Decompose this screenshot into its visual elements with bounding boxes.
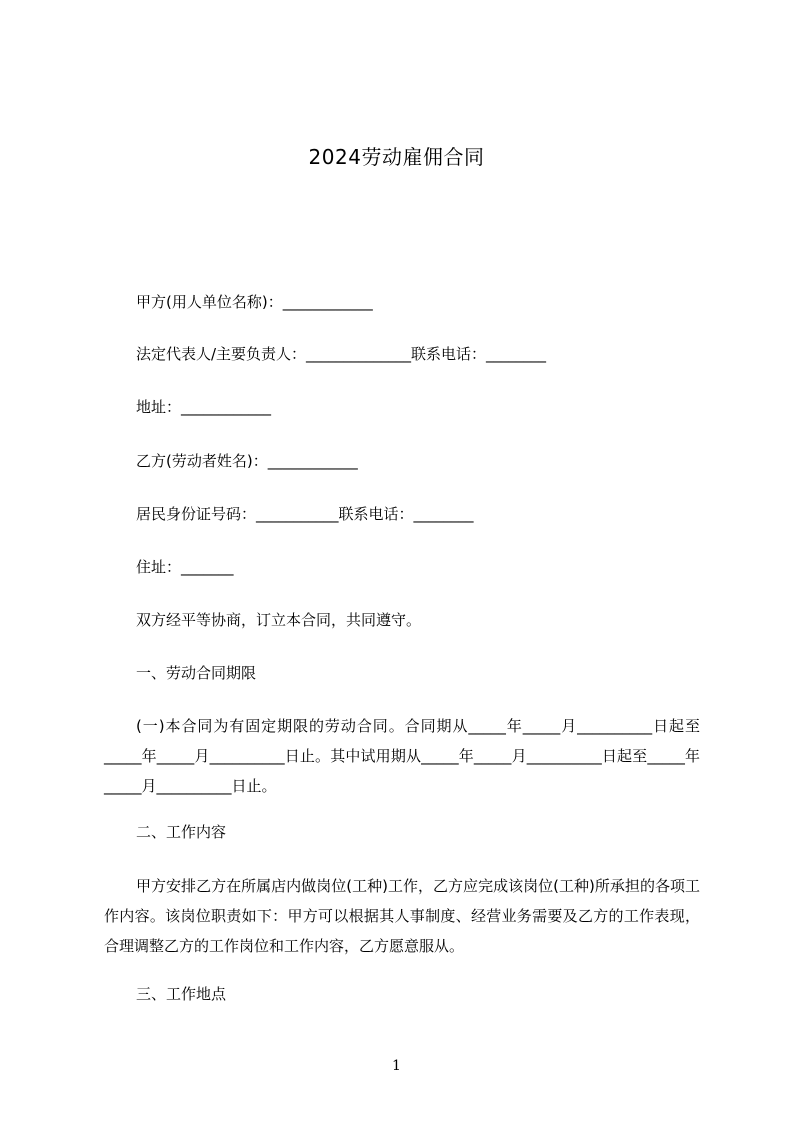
section-1-heading: 一、劳动合同期限 (136, 664, 257, 682)
residence-line: 住址：_______ (136, 558, 234, 576)
section-2-heading: 二、工作内容 (136, 823, 227, 841)
section-2-paragraph (104, 871, 700, 961)
section-1-paragraph (104, 711, 700, 801)
address-line: 地址：____________ (136, 398, 272, 416)
id-number-line: 居民身份证号码：___________联系电话：________ (136, 505, 474, 523)
section-2-body: 甲方安排乙方在所属店内做岗位(工种)工作，乙方应完成该岗位(工种)所承担的各项工作内容。该岗位职责如下：甲方可以根据其人事制度、经营业务需要及乙方的工作表现，合理调整乙方的工作岗位和工作内容，乙方愿意服从。 (104, 877, 700, 955)
section-1-body: (一)本合同为有固定期限的劳动合同。合同期从_____年_____月__________日起至_____年_____月__________日止。其中试用期从_____年_____月__________日起至_____年_____月__________日止。 (104, 717, 700, 795)
party-b-line: 乙方(劳动者姓名)：____________ (136, 452, 358, 470)
document-title: 2024劳动雇佣合同 (308, 145, 485, 169)
legal-rep-line: 法定代表人/主要负责人：______________联系电话：________ (136, 345, 547, 363)
page-number: 1 (392, 1058, 401, 1074)
party-a-line: 甲方(用人单位名称)：____________ (136, 293, 373, 311)
section-3-heading: 三、工作地点 (136, 985, 227, 1003)
agreement-line: 双方经平等协商，订立本合同，共同遵守。 (136, 611, 422, 629)
